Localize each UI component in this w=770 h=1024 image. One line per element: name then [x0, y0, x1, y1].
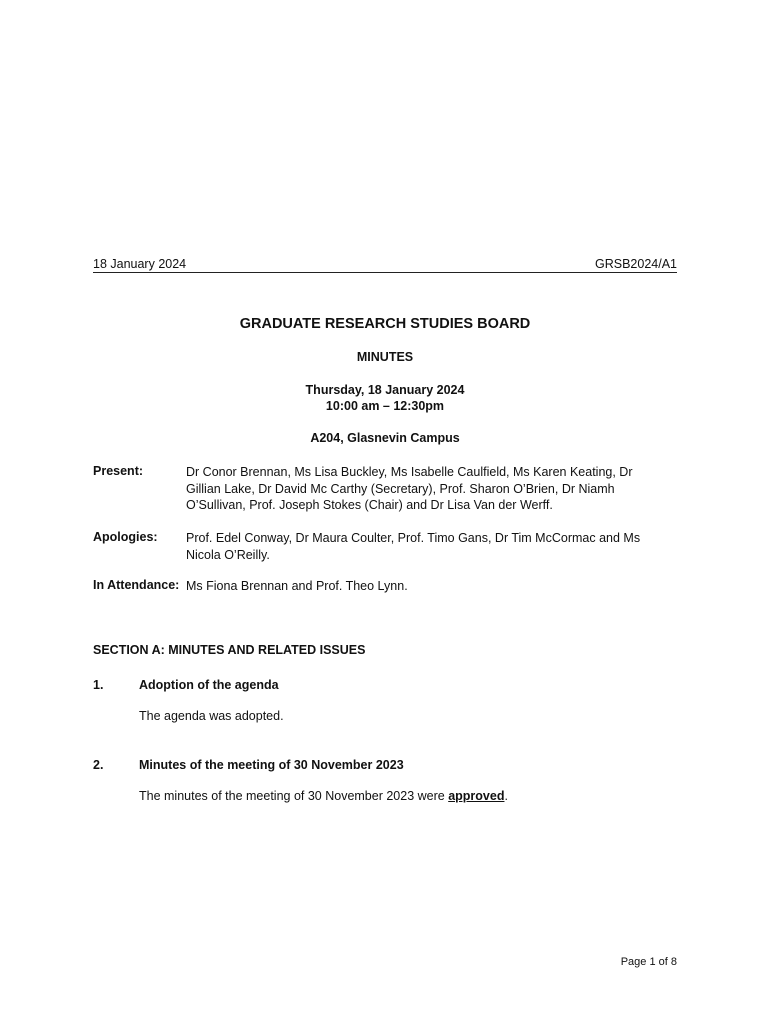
apologies-label: Apologies:: [93, 530, 158, 544]
document-title: GRADUATE RESEARCH STUDIES BOARD: [239, 316, 531, 332]
document-subtitle: MINUTES: [356, 350, 414, 364]
meeting-time: 10:00 am – 12:30pm: [325, 399, 445, 413]
item-2-body: [139, 789, 508, 803]
item-1-number: 1.: [93, 678, 104, 692]
header-date: 18 January 2024: [93, 257, 187, 271]
apologies-value: Prof. Edel Conway, Dr Maura Coulter, Prof. Timo Gans, Dr Tim McCormac and Ms Nicola O’Reilly.: [186, 531, 641, 562]
document-header: [93, 256, 677, 273]
item-2-body-approved: approved: [448, 789, 505, 803]
present-value: Dr Conor Brennan, Ms Lisa Buckley, Ms Isabelle Caulfield, Ms Karen Keating, Dr Gillian Lake, Dr David Mc Carthy (Secretary), Prof. Sharon O’Brien, Dr Niamh O’Sullivan, Prof. Joseph Stokes (Chair) and Dr Lisa Van der Werff.: [186, 465, 633, 512]
meeting-venue: A204, Glasnevin Campus: [310, 431, 460, 445]
meeting-date: Thursday, 18 January 2024: [305, 383, 465, 397]
in-attendance-label: In Attendance:: [93, 578, 180, 592]
header-reference: GRSB2024/A1: [595, 257, 677, 271]
section-a-heading: SECTION A: MINUTES AND RELATED ISSUES: [93, 643, 366, 657]
in-attendance-value: Ms Fiona Brennan and Prof. Theo Lynn.: [186, 579, 408, 593]
item-2-body-suffix: .: [504, 789, 508, 803]
present-label: Present:: [93, 464, 144, 478]
item-1-title: Adoption of the agenda: [139, 678, 279, 692]
page-number: Page 1 of 8: [620, 956, 677, 968]
item-1-body: The agenda was adopted.: [139, 709, 284, 723]
item-2-body-prefix: The minutes of the meeting of 30 November 2023 were: [139, 789, 449, 803]
item-2-title: Minutes of the meeting of 30 November 2023: [139, 758, 404, 772]
item-2-number: 2.: [93, 758, 104, 772]
